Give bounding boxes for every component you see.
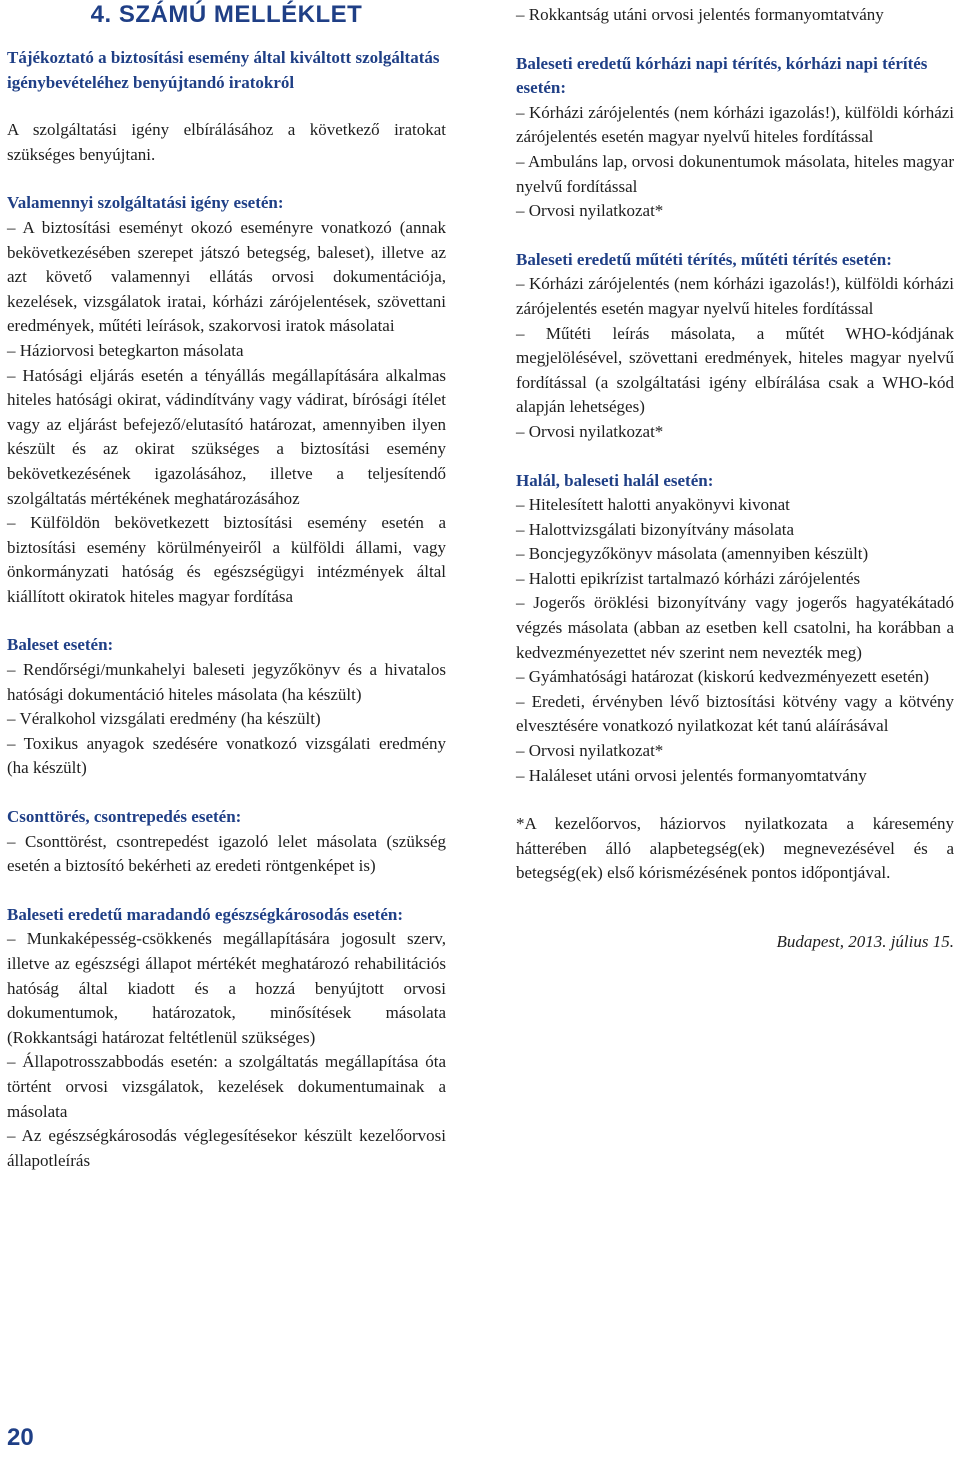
list-item: – Orvosi nyilatkozat* [516,739,954,764]
list-item: – Hitelesített halotti anyakönyvi kivonat [516,493,954,518]
list-item: – Halottvizsgálati bizonyítvány másolata [516,518,954,543]
list-item: – Külföldön bekövetkezett biztosítási esemény esetén a biztosítási esemény körülményeiről a külföldi állami, vagy önkormányzati hatóság és egészségügyi intézmények által kiállított okiratok hiteles magyar fordítása [7,511,446,609]
list-item: – Boncjegyzőkönyv másolata (amennyiben készült) [516,542,954,567]
section-all-claims [7,191,446,609]
document-subtitle: Tájékoztató a biztosítási esemény által kiváltott szolgáltatás igénybevételéhez benyújtandó iratokról [7,48,440,92]
section-heading: Baleseti eredetű műtéti térítés, műtéti térítés esetén: [516,249,892,269]
section-death [516,469,954,789]
list-item: – Orvosi nyilatkozat* [516,199,954,224]
footnote: *A kezelőorvos, háziorvos nyilatkozata a káresemény hátterében álló alapbetegség(ek) megnevezésével és a betegség(ek) első kórismézésének pontos időpontjával. [516,814,954,883]
list-item: – Az egészségkárosodás véglegesítésekor készült kezelőorvosi állapotleírás [7,1124,446,1173]
list-item: – Gyámhatósági határozat (kiskorú kedvezményezett esetén) [516,665,954,690]
section-heading: Baleseti eredetű maradandó egészségkárosodás esetén: [7,904,403,924]
list-item: – Jogerős öröklési bizonyítvány vagy jogerős hagyatékátadó végzés másolata (abban az esetben kell csatolni, ha korábban a kedvezményezettet név szerint nem nevezték meg) [516,591,954,665]
list-item: – Kórházi zárójelentés (nem kórházi igazolás!), külföldi kórházi zárójelentés esetén magyar nyelvű hiteles fordítással [516,272,954,321]
list-item: – Véralkohol vizsgálati eredmény (ha készült) [7,707,446,732]
list-item: – A biztosítási eseményt okozó eseményre vonatkozó (annak bekövetkezésében szerepet játszó betegség, baleset), illetve az azt követő valamennyi ellátás orvosi dokumentációja, kezelések, vizsgálatok iratai, kórházi zárójelentések, szövettani eredmények, műtéti leírások, szakorvosi iratok másolatai [7,216,446,339]
section-heading: Csonttörés, csontrepedés esetén: [7,807,242,827]
list-item: – Háziorvosi betegkarton másolata [7,339,446,364]
list-item: – Kórházi zárójelentés (nem kórházi igazolás!), külföldi kórházi zárójelentés esetén magyar nyelvű hiteles fordítással [516,101,954,150]
list-item: – Csonttörést, csontrepedést igazoló lelet másolata (szükség esetén a biztosító bekérheti az eredeti röntgenképet is) [7,830,446,879]
section-hospital-daily [516,52,954,224]
list-item: – Haláleset utáni orvosi jelentés formanyomtatvány [516,764,954,789]
list-item: – Rendőrségi/munkahelyi baleseti jegyzőkönyv és a hivatalos hatósági dokumentáció hiteles másolata (ha készült) [7,658,446,707]
list-item: – Műtéti leírás másolata, a műtét WHO-kódjának megjelölésével, szövettani eredmények, hiteles magyar nyelvű fordítással (a szolgáltatási igény elbírálása csak a WHO-kód alapján lehetséges) [516,322,954,420]
section-surgery [516,248,954,445]
intro-paragraph: A szolgáltatási igény elbírálásához a következő iratokat szükséges benyújtani. [7,120,446,164]
left-column [7,0,446,1173]
list-item: – Állapotrosszabbodás esetén: a szolgáltatás megállapítása óta történt orvosi vizsgálatok, kezelések dokumentumainak a másolata [7,1050,446,1124]
list-item: – Orvosi nyilatkozat* [516,420,954,445]
list-item: – Rokkantság utáni orvosi jelentés formanyomtatvány [516,3,954,28]
section-permanent-damage [7,903,446,1174]
list-item: – Hatósági eljárás esetén a tényállás megállapítására alkalmas hiteles hatósági okirat, vádindítvány vagy vádirat, bírósági ítélet vagy az eljárást befejező/elutasító határozat, amennyiben ilyen készült és az okirat szükséges a biztosítási esemény bekövetkezésének igazolásához, illetve a teljesítendő szolgáltatás mértékének meghatározásához [7,364,446,512]
section-accident [7,633,446,781]
section-heading: Baleset esetén: [7,635,114,655]
page-number: 20 [7,1424,34,1451]
signature-date: Budapest, 2013. július 15. [776,932,954,951]
list-item: – Toxikus anyagok szedésére vonatkozó vizsgálati eredmény (ha készült) [7,732,446,781]
section-heading: Baleseti eredetű kórházi napi térítés, kórházi napi térítés esetén: [516,53,928,98]
section-heading: Valamennyi szolgáltatási igény esetén: [7,193,284,213]
appendix-title: 4. SZÁMÚ MELLÉKLET [90,1,363,28]
list-item: – Eredeti, érvényben lévő biztosítási kötvény vagy a kötvény elvesztésére vonatkozó nyilatkozat két tanú aláírásával [516,690,954,739]
list-item: – Munkaképesség-csökkenés megállapítására jogosult szerv, illetve az egészségi állapot mértékét meghatározó rehabilitációs hatóság által kiadott és a hozzá benyújtott orvosi dokumentumok, határozatok, minősítések másolata (Rokkantsági határozat feltétlenül szükséges) [7,927,446,1050]
section-heading: Halál, baleseti halál esetén: [516,470,714,490]
list-item: – Halotti epikrízist tartalmazó kórházi zárójelentés [516,567,954,592]
section-fracture [7,805,446,879]
right-column [516,3,954,955]
list-item: – Ambuláns lap, orvosi dokunentumok másolata, hiteles magyar nyelvű fordítással [516,150,954,199]
